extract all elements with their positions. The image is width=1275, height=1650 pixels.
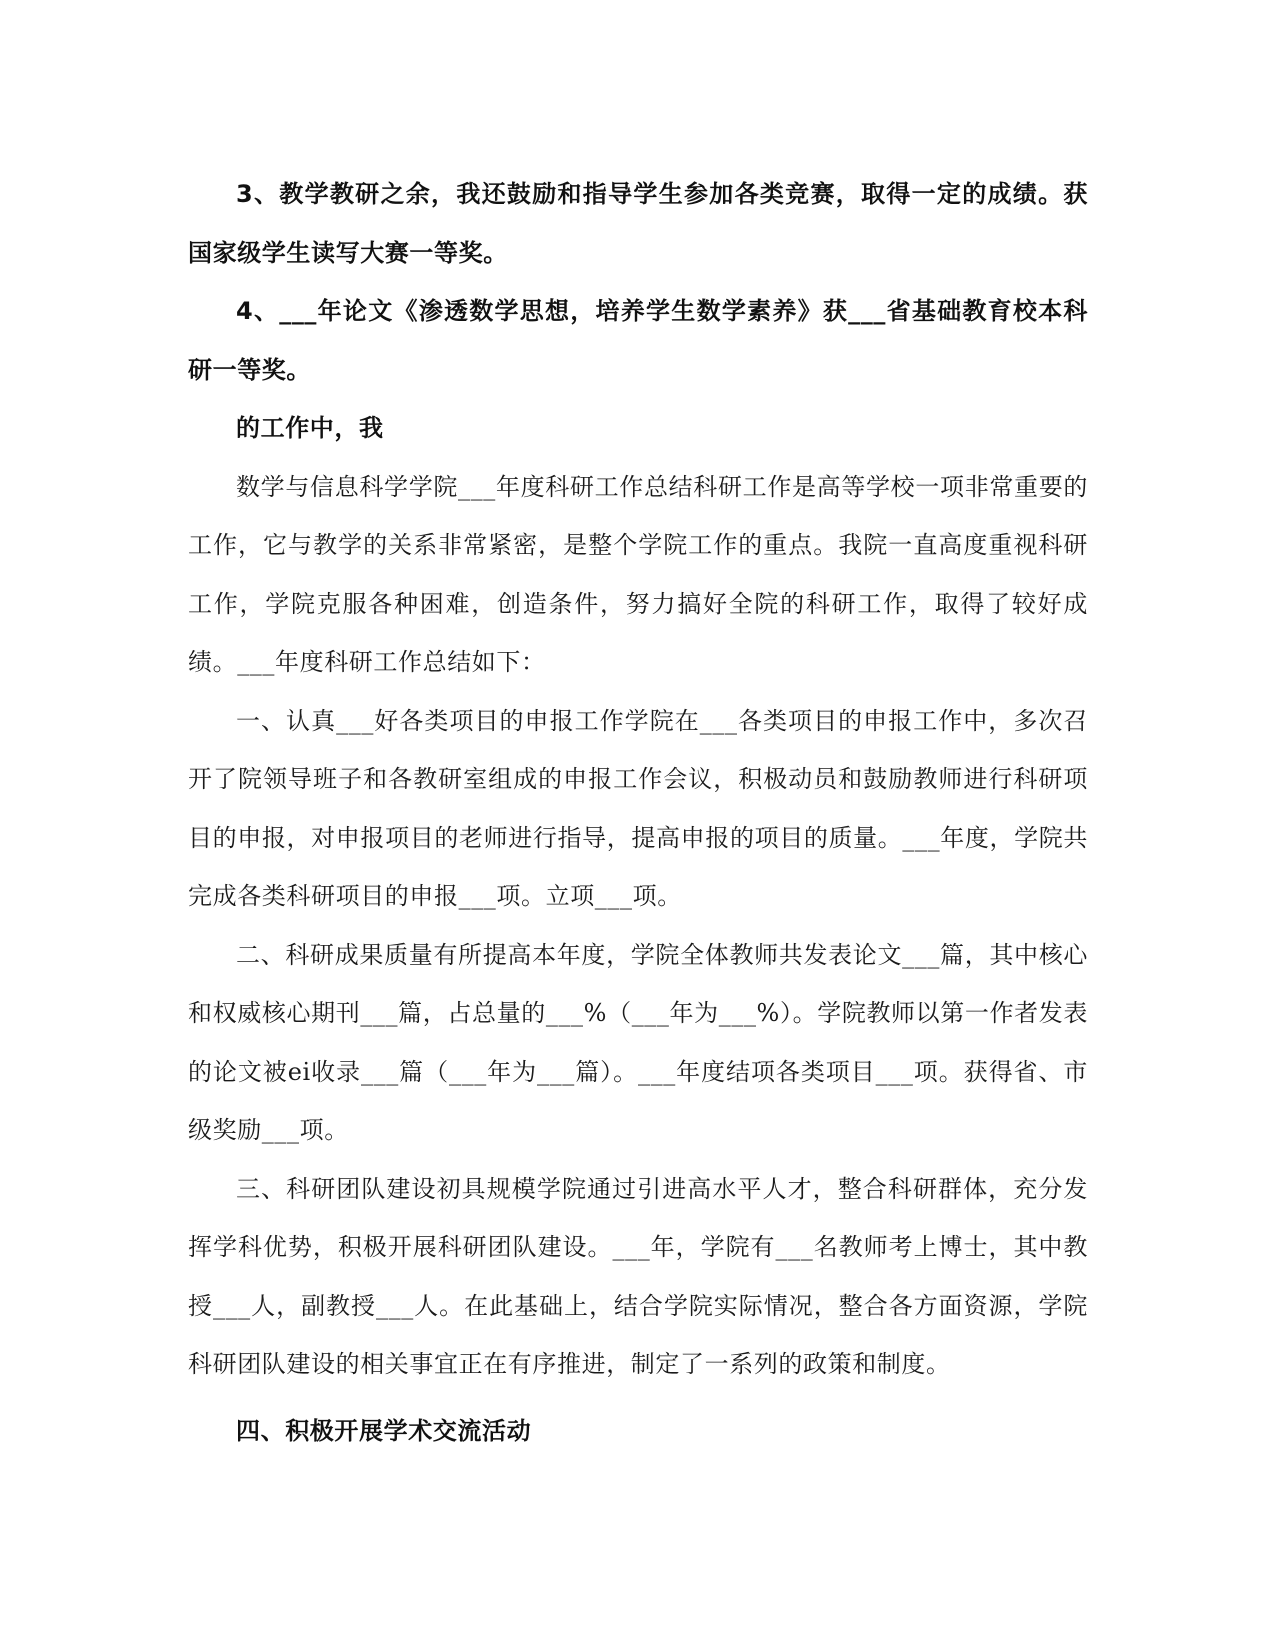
document-body (188, 165, 1088, 1460)
section-heading-four: 四、积极开展学术交流活动 (236, 1416, 532, 1445)
paragraph-paper-award: 4、___年论文《渗透数学思想，培养学生数学素养》获___省基础教育校本科研一等奖。 (188, 297, 1088, 384)
paragraph-fragment: 的工作中，我 (236, 414, 384, 442)
paragraph-section-three: 三、科研团队建设初具规模学院通过引进高水平人才，整合科研群体，充分发挥学科优势，积极开展科研团队建设。___年，学院有___名教师考上博士，其中教授___人，副教授___人。在此基础上，结合学院实际情况，整合各方面资源，学院科研团队建设的相关事宜正在有序推进，制定了一系列的政策和制度。 (188, 1174, 1088, 1378)
paragraph-intro: 数学与信息科学学院___年度科研工作总结科研工作是高等学校一项非常重要的工作，它与教学的关系非常紧密，是整个学院工作的重点。我院一直高度重视科研工作，学院克服各种困难，创造条件，努力搞好全院的科研工作，取得了较好成绩。___年度科研工作总结如下： (188, 472, 1088, 676)
paragraph-competition-award: 3、教学教研之余，我还鼓励和指导学生参加各类竞赛，取得一定的成绩。获国家级学生读写大赛一等奖。 (188, 180, 1088, 267)
paragraph-section-one: 一、认真___好各类项目的申报工作学院在___各类项目的申报工作中，多次召开了院领导班子和各教研室组成的申报工作会议，积极动员和鼓励教师进行科研项目的申报，对申报项目的老师进行指导，提高申报的项目的质量。___年度，学院共完成各类科研项目的申报___项。立项___项。 (188, 706, 1088, 910)
paragraph-section-two: 二、科研成果质量有所提高本年度，学院全体教师共发表论文___篇，其中核心和权威核心期刊___篇，占总量的___%（___年为___%）。学院教师以第一作者发表的论文被ei收录___篇（___年为___篇）。___年度结项各类项目___项。获得省、市级奖励___项。 (188, 940, 1088, 1144)
